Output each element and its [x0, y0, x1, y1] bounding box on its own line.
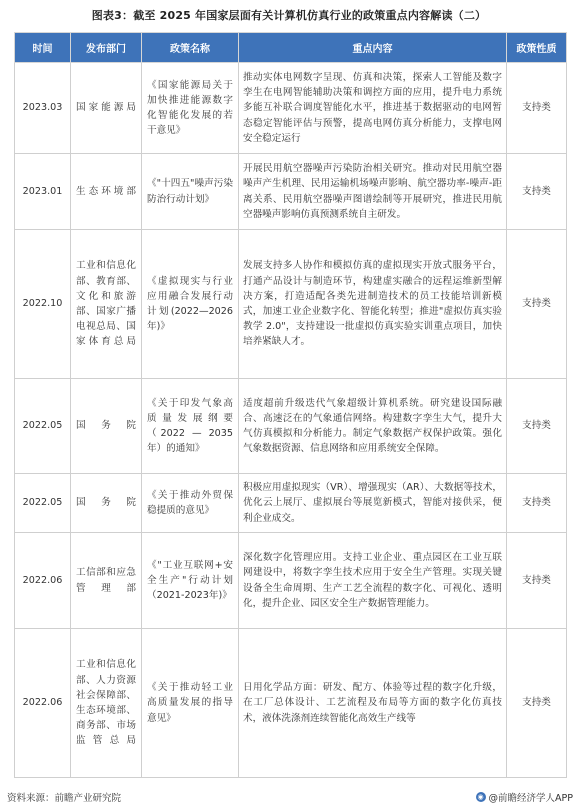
row-points: 推动实体电网数字呈现、仿真和决策，探索人工智能及数字孪生在电网智能辅助决策和调控方面的应用，提升电力系统多能互补联合调度智能化水平，推进基于数据驱动的电网暂态稳定智能评估与预警，提高电网仿真分析能力，支撑电网安全稳定运行	[239, 63, 507, 154]
figure-title: 图表3：截至 2025 年国家层面有关计算机仿真行业的政策重点内容解读（二）	[91, 9, 487, 22]
table-row	[15, 533, 567, 629]
policy-table	[14, 32, 567, 778]
header-policy: 政策名称	[142, 33, 239, 63]
brand-credit	[476, 790, 573, 804]
brand-logo-icon: ◉	[477, 793, 484, 801]
header-time: 时间	[15, 33, 71, 63]
row-nature: 支持类	[507, 629, 567, 778]
header-nature: 政策性质	[507, 33, 567, 63]
row-time: 2022.10	[15, 230, 71, 379]
row-dept: 工业和信息化部、人力资源社会保障部、生态环境部、商务部、市场监管总局	[71, 629, 142, 778]
row-policy: 《虚拟现实与行业应用融合发展行动计划(2022—2026年)》	[142, 230, 239, 379]
table-row	[15, 154, 567, 230]
row-time: 2022.06	[15, 533, 71, 629]
table-row	[15, 379, 567, 474]
row-dept: 国务院	[71, 474, 142, 533]
row-time: 2023.03	[15, 63, 71, 154]
footer	[7, 790, 573, 806]
table-row	[15, 629, 567, 778]
row-nature: 支持类	[507, 533, 567, 629]
row-time: 2022.06	[15, 629, 71, 778]
row-dept: 国家能源局	[71, 63, 142, 154]
row-dept: 工信部和应急管理部	[71, 533, 142, 629]
row-points: 积极应用虚拟现实（VR）、增强现实（AR）、大数据等技术，优化云上展厅、虚拟展台等展览新模式，智能对接供采，便利企业成交。	[239, 474, 507, 533]
row-time: 2022.05	[15, 474, 71, 533]
row-dept: 工业和信息化部、教育部、文化和旅游部、国家广播电视总局、国家体育总局	[71, 230, 142, 379]
table-header-row	[15, 33, 567, 63]
row-policy: 《"工业互联网+安全生产"行动计划（2021-2023年)》	[142, 533, 239, 629]
row-points: 开展民用航空器噪声污染防治相关研究。推动对民用航空器噪声产生机理、民用运输机场噪声影响、航空器功率-噪声-距离关系、民用航空器噪声图谱绘制等开展研究，推进民用航空器噪声影响仿真预测系统自主研发。	[239, 154, 507, 230]
row-policy: 《关于推动轻工业高质量发展的指导意见》	[142, 629, 239, 778]
table-row	[15, 474, 567, 533]
row-dept: 国务院	[71, 379, 142, 474]
row-nature: 支持类	[507, 474, 567, 533]
header-points: 重点内容	[239, 33, 507, 63]
row-nature: 支持类	[507, 379, 567, 474]
row-nature: 支持类	[507, 154, 567, 230]
header-dept: 发布部门	[71, 33, 142, 63]
row-policy: 《关于印发气象高质量发展纲要（2022 — 2035 年）的通知》	[142, 379, 239, 474]
row-policy: 《关于推动外贸保稳提质的意见》	[142, 474, 239, 533]
row-policy: 《国家能源局关于加快推进能源数字化智能化发展的若干意见》	[142, 63, 239, 154]
table-row	[15, 63, 567, 154]
row-dept: 生态环境部	[71, 154, 142, 230]
brand-text: @前瞻经济学人APP	[488, 793, 573, 804]
row-points: 发展支持多人协作和模拟仿真的虚拟现实开放式服务平台，打通产品设计与制造环节，构建虚实融合的远程运维新型解决方案，打造适配各类先进制造技术的员工技能培训新模式，加速工业企业数字化、智能化转型；推进"虚拟仿真实验教学 2.0"，支持建设一批虚拟仿真实验实训重点项目，加快培养紧缺人才。	[239, 230, 507, 379]
row-time: 2023.01	[15, 154, 71, 230]
row-points: 深化数字化管理应用。支持工业企业、重点园区在工业互联网建设中，将数字孪生技术应用于安全生产管理。实现关键设备全生命周期、生产工艺全流程的数字化、可视化、透明化，提升企业、园区安全生产数据管理能力。	[239, 533, 507, 629]
row-points: 适度超前升级迭代气象超级计算机系统。研究建设国际融合、高速泛在的气象通信网络。构建数字孪生大气，提升大气仿真模拟和分析能力。制定气象数据产权保护政策。强化气象数据资源、信息网络和应用系统安全保障。	[239, 379, 507, 474]
row-time: 2022.05	[15, 379, 71, 474]
source-note: 资料来源：前瞻产业研究院	[7, 793, 122, 804]
row-nature: 支持类	[507, 63, 567, 154]
row-policy: 《"十四五"噪声污染防治行动计划》	[142, 154, 239, 230]
row-points: 日用化学品方面：研发、配方、体验等过程的数字化升级，在工厂总体设计、工艺流程及布局等方面的数字化仿真技术，液体洗涤剂连续智能化高效生产线等	[239, 629, 507, 778]
row-nature: 支持类	[507, 230, 567, 379]
table-row	[15, 230, 567, 379]
